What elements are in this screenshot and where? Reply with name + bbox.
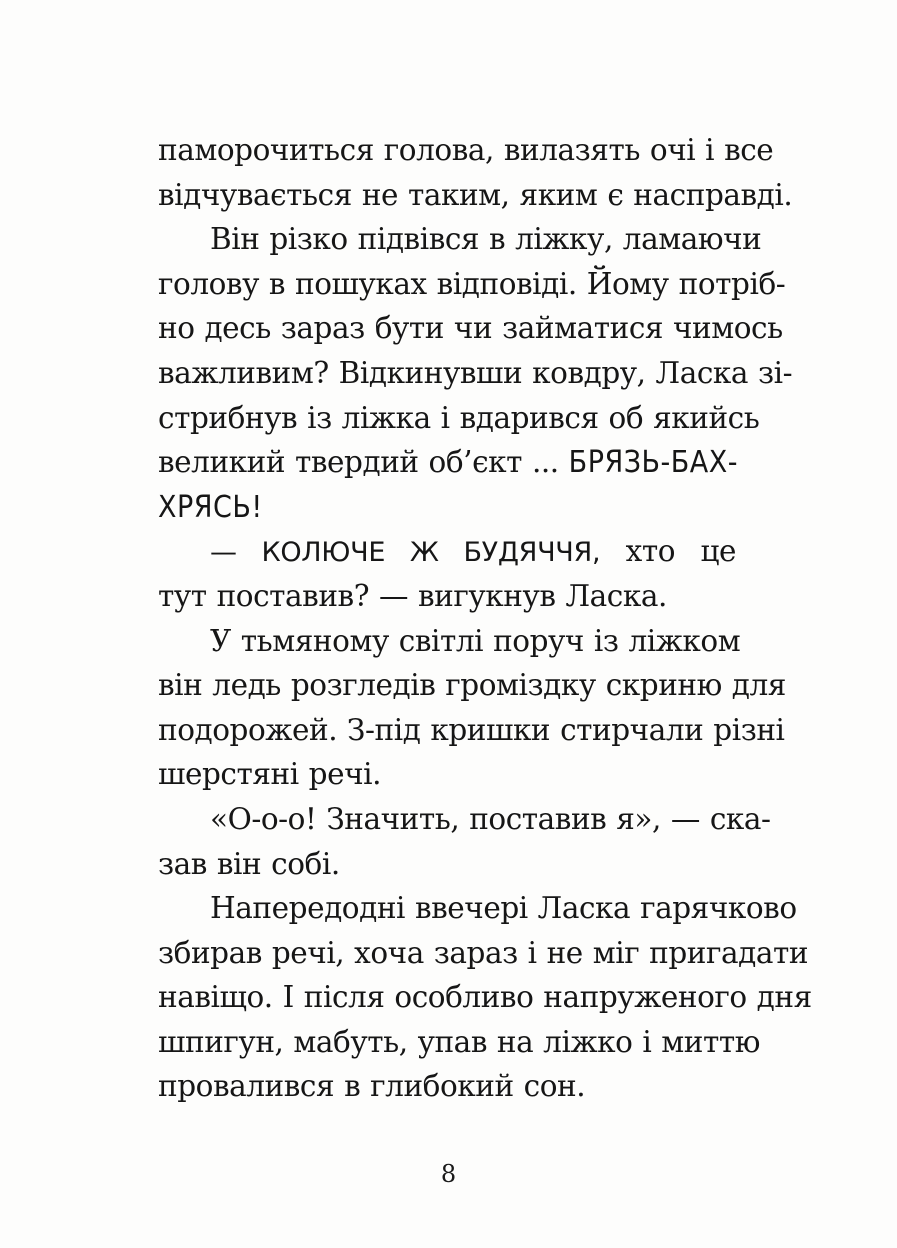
paragraph-6 xyxy=(158,886,812,1109)
paragraph-4 xyxy=(158,619,786,797)
shout-caps: — КОЛЮЧЕ Ж БУДЯЧЧЯ, xyxy=(210,537,601,569)
text-line: він ледь розгледів громіздку скриню для xyxy=(158,668,786,703)
text-line: стрибнув із ліжка і вдарився об якийсь xyxy=(158,400,760,435)
text-line: паморочиться голова, вилазять очі і все xyxy=(158,133,774,167)
text-line: У тьмяному світлі поруч із ліжком xyxy=(210,623,741,658)
text-line: провалився в глибокий сон. xyxy=(158,1069,586,1104)
text-line-with-caps xyxy=(158,529,736,574)
paragraph-2 xyxy=(158,217,793,529)
paragraph-1 xyxy=(158,128,793,217)
text-line: важливим? Відкинувши ковдру, Ласка зі- xyxy=(158,355,793,390)
sound-effect: ХРЯСЬ! xyxy=(158,489,263,525)
text-line: подорожей. З-під кришки стирчали різні xyxy=(158,712,785,747)
text-line: збирав речі, хоча зараз і не міг пригадати xyxy=(158,935,809,970)
text-line: шерстяні речі. xyxy=(158,757,382,792)
text-segment: хто це xyxy=(600,534,736,569)
text-line: голову в пошуках відповіді. Йому потріб- xyxy=(158,266,786,301)
text-line: шпигун, мабуть, упав на ліжко і миттю xyxy=(158,1024,760,1059)
paragraph-5 xyxy=(158,797,771,886)
text-line: відчувається не таким, яким є насправді. xyxy=(158,177,793,212)
sound-effect: БРЯЗЬ-БАХ- xyxy=(568,445,738,481)
text-line-with-sound-effect xyxy=(158,440,736,485)
text-line: Напередодні ввечері Ласка гарячково xyxy=(210,891,797,926)
text-segment: великий твердий об’єкт ... xyxy=(158,445,559,480)
text-line: зав він собі. xyxy=(158,846,340,881)
text-line: но десь зараз бути чи займатися чимось xyxy=(158,311,783,346)
page-number: 8 xyxy=(440,1160,457,1188)
text-line: Він різко підвівся в ліжку, ламаючи xyxy=(210,222,762,257)
text-line-sound-effect xyxy=(158,485,736,530)
paragraph-3 xyxy=(158,529,736,618)
text-line: навіщо. І після особливо напруженого дня xyxy=(158,980,812,1015)
text-line: «О-о-о! Значить, поставив я», — ска- xyxy=(210,801,771,836)
text-line: тут поставив? — вигукнув Ласка. xyxy=(158,578,667,613)
body-text xyxy=(158,128,812,1109)
